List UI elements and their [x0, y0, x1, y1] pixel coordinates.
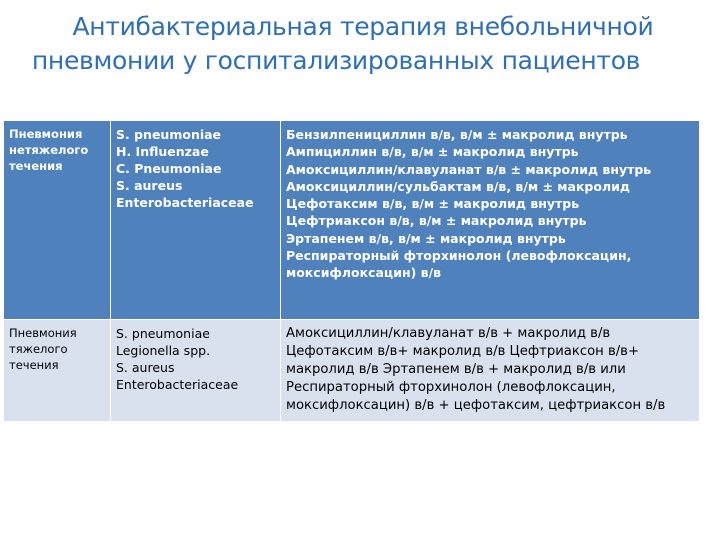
pathogen-text: Enterobacteriaceae	[116, 377, 239, 392]
pathogen-text: H. Influenzae	[116, 144, 209, 159]
category-cell	[4, 320, 111, 422]
treatment-text: макролид в/в Эртапенем в/в + макролид в/в или	[286, 362, 626, 377]
category-text: тяжелого	[9, 342, 68, 356]
therapy-table	[3, 120, 700, 422]
category-text: течения	[9, 358, 59, 372]
treatment-text: Цефотаксим в/в+ макролид в/в Цефтриаксон в/в+	[286, 344, 640, 359]
category-text: Пневмония	[9, 127, 83, 141]
slide-title	[0, 10, 720, 78]
treatment-text: моксифлоксацин) в/в	[286, 265, 442, 281]
pathogen-text: Legionella spp.	[116, 343, 211, 358]
category-cell	[4, 121, 111, 320]
treatment-cell	[281, 121, 700, 320]
treatment-text: Респираторный фторхинолон (левофлоксацин,	[286, 248, 632, 264]
pathogen-text: S. pneumoniae	[116, 326, 210, 341]
treatment-text: моксифлоксацин) в/в + цефотаксим, цефтриаксон в/в	[286, 398, 666, 413]
treatment-text: Амоксициллин/сульбактам в/в, в/м ± макролид	[286, 178, 630, 194]
category-text: течения	[9, 159, 63, 173]
pathogen-text: S. aureus	[116, 360, 175, 375]
treatment-text: Бензилпенициллин в/в, в/м ± макролид внутрь	[286, 127, 628, 142]
slide-title-line-2: пневмонии у госпитализированных пациентов	[31, 46, 641, 75]
table-row-severe	[4, 320, 700, 422]
treatment-cell	[281, 320, 700, 422]
pathogens-cell	[111, 121, 281, 320]
category-text: Пневмония	[9, 326, 77, 340]
pathogens-cell	[111, 320, 281, 422]
treatment-text: Амоксициллин/клавуланат в/в + макролид в/в	[286, 326, 611, 341]
pathogen-text: S. pneumoniae	[116, 127, 222, 142]
treatment-text: Эртапенем в/в, в/м ± макролид внутрь	[286, 230, 566, 246]
slide-title-line-1: Антибактериальная терапия внебольничной	[72, 12, 654, 41]
treatment-text: Цефотаксим в/в, в/м ± макролид внутрь	[286, 196, 580, 212]
pathogen-text: C. Pneumoniae	[116, 161, 222, 176]
treatment-text: Амоксициллин/клавуланат в/в ± макролид внутрь	[286, 161, 652, 177]
pathogen-text: Enterobacteriaceae	[116, 195, 254, 210]
table-row-non-severe	[4, 121, 700, 320]
pathogen-text: S. aureus	[116, 178, 183, 193]
category-text: нетяжелого	[9, 143, 89, 157]
treatment-text: Респираторный фторхинолон (левофлоксацин,	[286, 380, 616, 395]
treatment-text: Цефтриаксон в/в, в/м ± макролид внутрь	[286, 213, 587, 229]
treatment-text: Ампициллин в/в, в/м ± макролид внутрь	[286, 144, 579, 160]
